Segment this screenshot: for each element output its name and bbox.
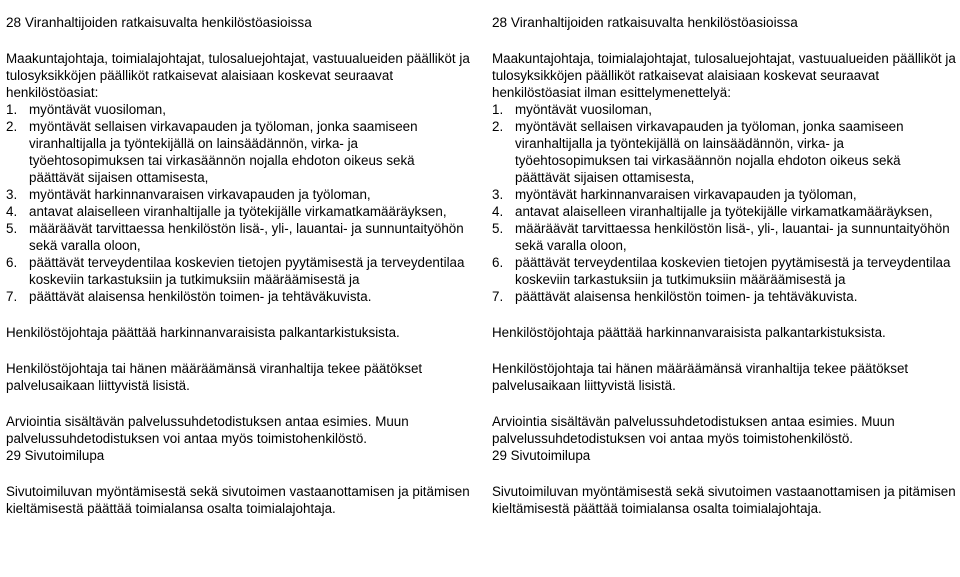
item-number: 2. [6, 119, 18, 134]
list-item [492, 254, 958, 288]
section-heading: 28 Viranhaltijoiden ratkaisuvalta henkilöstöasioissa [6, 15, 312, 30]
salary-paragraph: Henkilöstöjohtaja päättää harkinnanvaraisista palkantarkistuksista. [492, 325, 886, 340]
item-text: myöntävät harkinnanvaraisen virkavapauden ja työloman, [29, 187, 371, 202]
list-item [6, 288, 472, 305]
item-number: 3. [6, 187, 18, 202]
allowance-paragraph: Henkilöstöjohtaja tai hänen määräämänsä viranhaltija tekee päätökset palvelusaikaan liittyvistä lisistä. [492, 361, 909, 393]
item-number: 2. [492, 119, 504, 134]
subsection-heading: 29 Sivutoimilupa [492, 448, 591, 463]
item-number: 5. [6, 221, 18, 236]
left-column [6, 14, 472, 517]
salary-paragraph: Henkilöstöjohtaja päättää harkinnanvaraisista palkantarkistuksista. [6, 325, 400, 340]
intro-paragraph: Maakuntajohtaja, toimialajohtajat, tulosaluejohtajat, vastuualueiden päälliköt ja tulosyksikköjen päälliköt ratkaisevat alaisiaan koskevat seuraavat henkilöstöasiat ilman esittelymenettelyä: [492, 51, 956, 100]
item-text: myöntävät vuosiloman, [29, 102, 166, 117]
item-text: myöntävät harkinnanvaraisen virkavapauden ja työloman, [515, 187, 857, 202]
item-number: 1. [6, 102, 18, 117]
item-number: 1. [492, 102, 504, 117]
item-text: määräävät tarvittaessa henkilöstön lisä-, yli-, lauantai- ja sunnuntaityöhön sekä varalla oloon, [515, 221, 950, 253]
item-text: määräävät tarvittaessa henkilöstön lisä-, yli-, lauantai- ja sunnuntaityöhön sekä varalla oloon, [29, 221, 464, 253]
list-item [6, 203, 472, 220]
item-text: myöntävät sellaisen virkavapauden ja työloman, jonka saamiseen viranhaltijalla ja työntekijällä on lainsäädännön, virka- ja työehtosopimuksen tai virkasäännön nojalla ehdoton oikeus sekä päättävät sijaisen ottamisesta, [29, 119, 418, 185]
certificate-paragraph: Arviointia sisältävän palvelussuhdetodistuksen antaa esimies. Muun palvelussuhdetodistuksen voi antaa myös toimistohenkilöstö. [6, 414, 409, 446]
list-item [6, 220, 472, 254]
item-text: antavat alaiselleen viranhaltijalle ja työtekijälle virkamatkamääräyksen, [29, 204, 447, 219]
section-heading: 28 Viranhaltijoiden ratkaisuvalta henkilöstöasioissa [492, 15, 798, 30]
item-number: 7. [6, 289, 18, 304]
item-number: 4. [492, 204, 504, 219]
item-text: päättävät alaisensa henkilöstön toimen- ja tehtäväkuvista. [515, 289, 858, 304]
subsection-heading: 29 Sivutoimilupa [6, 448, 105, 463]
item-text: myöntävät sellaisen virkavapauden ja työloman, jonka saamiseen viranhaltijalla ja työntekijällä on lainsäädännön, virka- ja työehtosopimuksen tai virkasäännön nojalla ehdoton oikeus sekä päättävät sijaisen ottamisesta, [515, 119, 904, 185]
item-text: myöntävät vuosiloman, [515, 102, 652, 117]
list-item [6, 118, 472, 186]
list-item [492, 220, 958, 254]
item-number: 6. [492, 255, 504, 270]
item-number: 5. [492, 221, 504, 236]
item-number: 4. [6, 204, 18, 219]
item-text: päättävät terveydentilaa koskevien tietojen pyytämisestä ja terveydentilaa koskeviin tarkastuksiin ja tutkimuksiin määräämisestä ja [515, 255, 951, 287]
decision-list [492, 101, 958, 305]
right-column [492, 14, 958, 517]
list-item [6, 186, 472, 203]
item-text: päättävät alaisensa henkilöstön toimen- ja tehtäväkuvista. [29, 289, 372, 304]
certificate-paragraph: Arviointia sisältävän palvelussuhdetodistuksen antaa esimies. Muun palvelussuhdetodistuksen voi antaa myös toimistohenkilöstö. [492, 414, 895, 446]
list-item [492, 101, 958, 118]
decision-list [6, 101, 472, 305]
list-item [492, 118, 958, 186]
allowance-paragraph: Henkilöstöjohtaja tai hänen määräämänsä viranhaltija tekee päätökset palvelusaikaan liittyvistä lisistä. [6, 361, 423, 393]
item-text: antavat alaiselleen viranhaltijalle ja työtekijälle virkamatkamääräyksen, [515, 204, 933, 219]
list-item [492, 288, 958, 305]
item-number: 3. [492, 187, 504, 202]
list-item [6, 101, 472, 118]
side-job-paragraph: Sivutoimiluvan myöntämisestä sekä sivutoimen vastaanottamisen ja pitämisen kieltämisestä päättää toimialansa osalta toimialajohtaja. [492, 484, 956, 516]
side-job-paragraph: Sivutoimiluvan myöntämisestä sekä sivutoimen vastaanottamisen ja pitämisen kieltämisestä päättää toimialansa osalta toimialajohtaja. [6, 484, 470, 516]
intro-paragraph: Maakuntajohtaja, toimialajohtajat, tulosaluejohtajat, vastuualueiden päälliköt ja tulosyksikköjen päälliköt ratkaisevat alaisiaan koskevat seuraavat henkilöstöasiat: [6, 51, 470, 100]
list-item [492, 186, 958, 203]
item-number: 6. [6, 255, 18, 270]
list-item [6, 254, 472, 288]
item-text: päättävät terveydentilaa koskevien tietojen pyytämisestä ja terveydentilaa koskeviin tarkastuksiin ja tutkimuksiin määräämisestä ja [29, 255, 465, 287]
item-number: 7. [492, 289, 504, 304]
list-item [492, 203, 958, 220]
